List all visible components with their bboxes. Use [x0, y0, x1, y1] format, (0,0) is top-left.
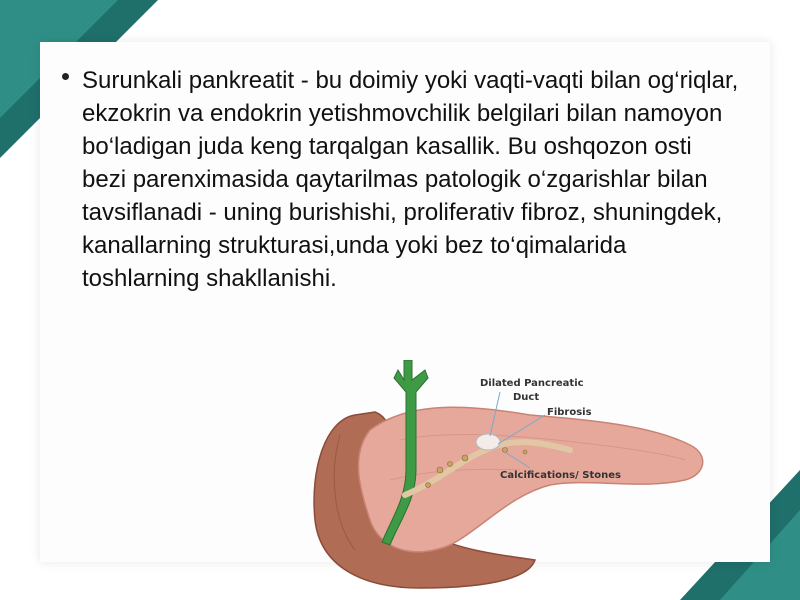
label-calcifications: Calcifications/ Stones	[500, 470, 621, 481]
bullet-text: Surunkali pankreatit - bu doimiy yoki vaqti-vaqti bilan og‘riqlar, ekzokrin va endokrin yetishmovchilik belgilari bilan namoyon bo‘ladigan juda keng tarqalgan kasallik. Bu oshqozon osti bezi parenximasida qaytarilmas patologik o‘zgarishlar bilan tavsiflanadi - uning burishishi, proliferativ fibroz, shuningdek, kanallarning strukturasi,unda yoki bez to‘qimalarida toshlarning shakllanishi.	[82, 67, 739, 292]
bullet-list	[62, 64, 742, 295]
label-fibrosis: Fibrosis	[547, 407, 592, 418]
fibrosis-marker	[476, 434, 500, 450]
pancreas-illustration	[300, 360, 720, 590]
bullet-marker	[62, 73, 69, 80]
label-dilated-duct-line1: Dilated Pancreatic	[480, 378, 584, 389]
label-dilated-duct-line2: Duct	[513, 392, 540, 403]
